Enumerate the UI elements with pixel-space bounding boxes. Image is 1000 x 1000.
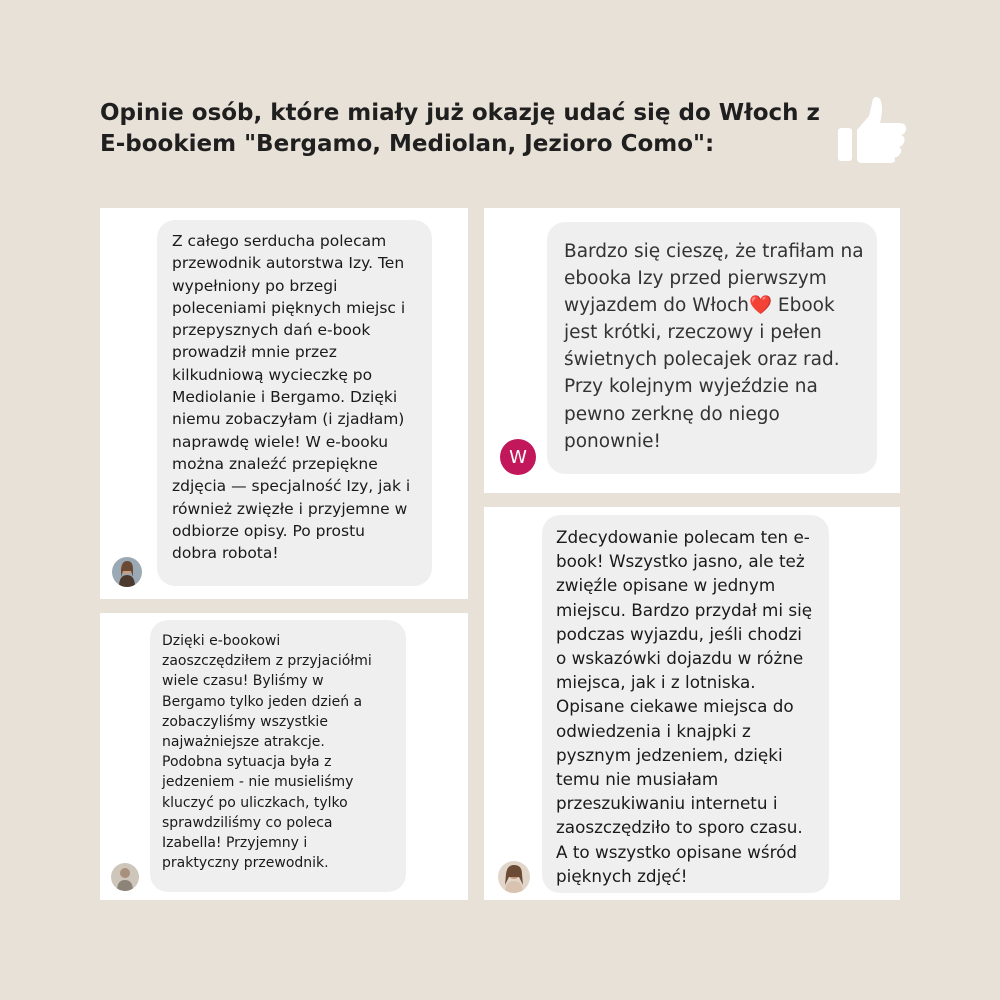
- review-text: Dzięki e-bookowi zaoszczędziłem z przyjaciółmi wiele czasu! Byliśmy w Bergamo tylko jeden dzień a zobaczyliśmy wszystkie najważniejsze atrakcje. Podobna sytuacja była z jedzeniem - nie musieliśmy kluczyć po uliczkach, tylko sprawdziliśmy co poleca Izabella! Przyjemny i praktyczny przewodnik.: [162, 633, 372, 872]
- thumbs-up-icon: [836, 96, 908, 164]
- review-text: Bardzo się cieszę, że trafiłam na ebooka Izy przed pierwszym wyjazdem do Włoch: [564, 241, 864, 317]
- review-panel-2: [484, 208, 900, 493]
- avatar: [111, 863, 139, 891]
- page-title: Opinie osób, które miały już okazję udać się do Włoch z E-bookiem "Bergamo, Mediolan, Jezioro Como":: [100, 100, 820, 157]
- review-panel-3: [100, 613, 468, 900]
- review-bubble-2: [547, 222, 877, 474]
- review-text: Zdecydowanie polecam ten e- book! Wszystko jasno, ale też zwięźle opisane w jednym miejscu. Bardzo przydał mi się podczas wyjazdu, jeśli chodzi o wskazówki dojazdu w różne miejsca, jak i z lotniska. Opisane ciekawe miejsca do odwiedzenia i knajpki z pysznym jedzeniem, dzięki temu nie musiałam przeszukiwaniu internetu i zaoszczędziło to sporo czasu. A to wszystko opisane wśród pięknych zdjęć!: [556, 527, 813, 886]
- review-bubble-3: [150, 620, 406, 892]
- avatar: [498, 861, 530, 893]
- review-bubble-4: [542, 515, 829, 893]
- review-bubble-1: [157, 220, 432, 586]
- review-panel-1: [100, 208, 468, 599]
- review-text: Z całego serducha polecam przewodnik autorstwa Izy. Ten wypełniony po brzegi poleceniami pięknych miejsc i przepysznych dań e-book prowadził mnie przez kilkudniową wycieczkę po Mediolanie i Bergamo. Dzięki niemu zobaczyłam (i zjadłam) naprawdę wiele! W e-booku można znaleźć przepiękne zdjęcia — specjalność Izy, jak i również zwięzłe i przyjemne w odbiorze opisy. Po prostu dobra robota!: [172, 232, 411, 563]
- avatar: [112, 557, 142, 587]
- avatar: W: [500, 439, 536, 475]
- heart-icon: ❤️: [749, 295, 773, 317]
- review-text: Ebook jest krótki, rzeczowy i pełen świetnych polecajek oraz rad. Przy kolejnym wyjeździe na pewno zerknę do niego ponownie!: [564, 295, 840, 452]
- review-panel-4: [484, 507, 900, 900]
